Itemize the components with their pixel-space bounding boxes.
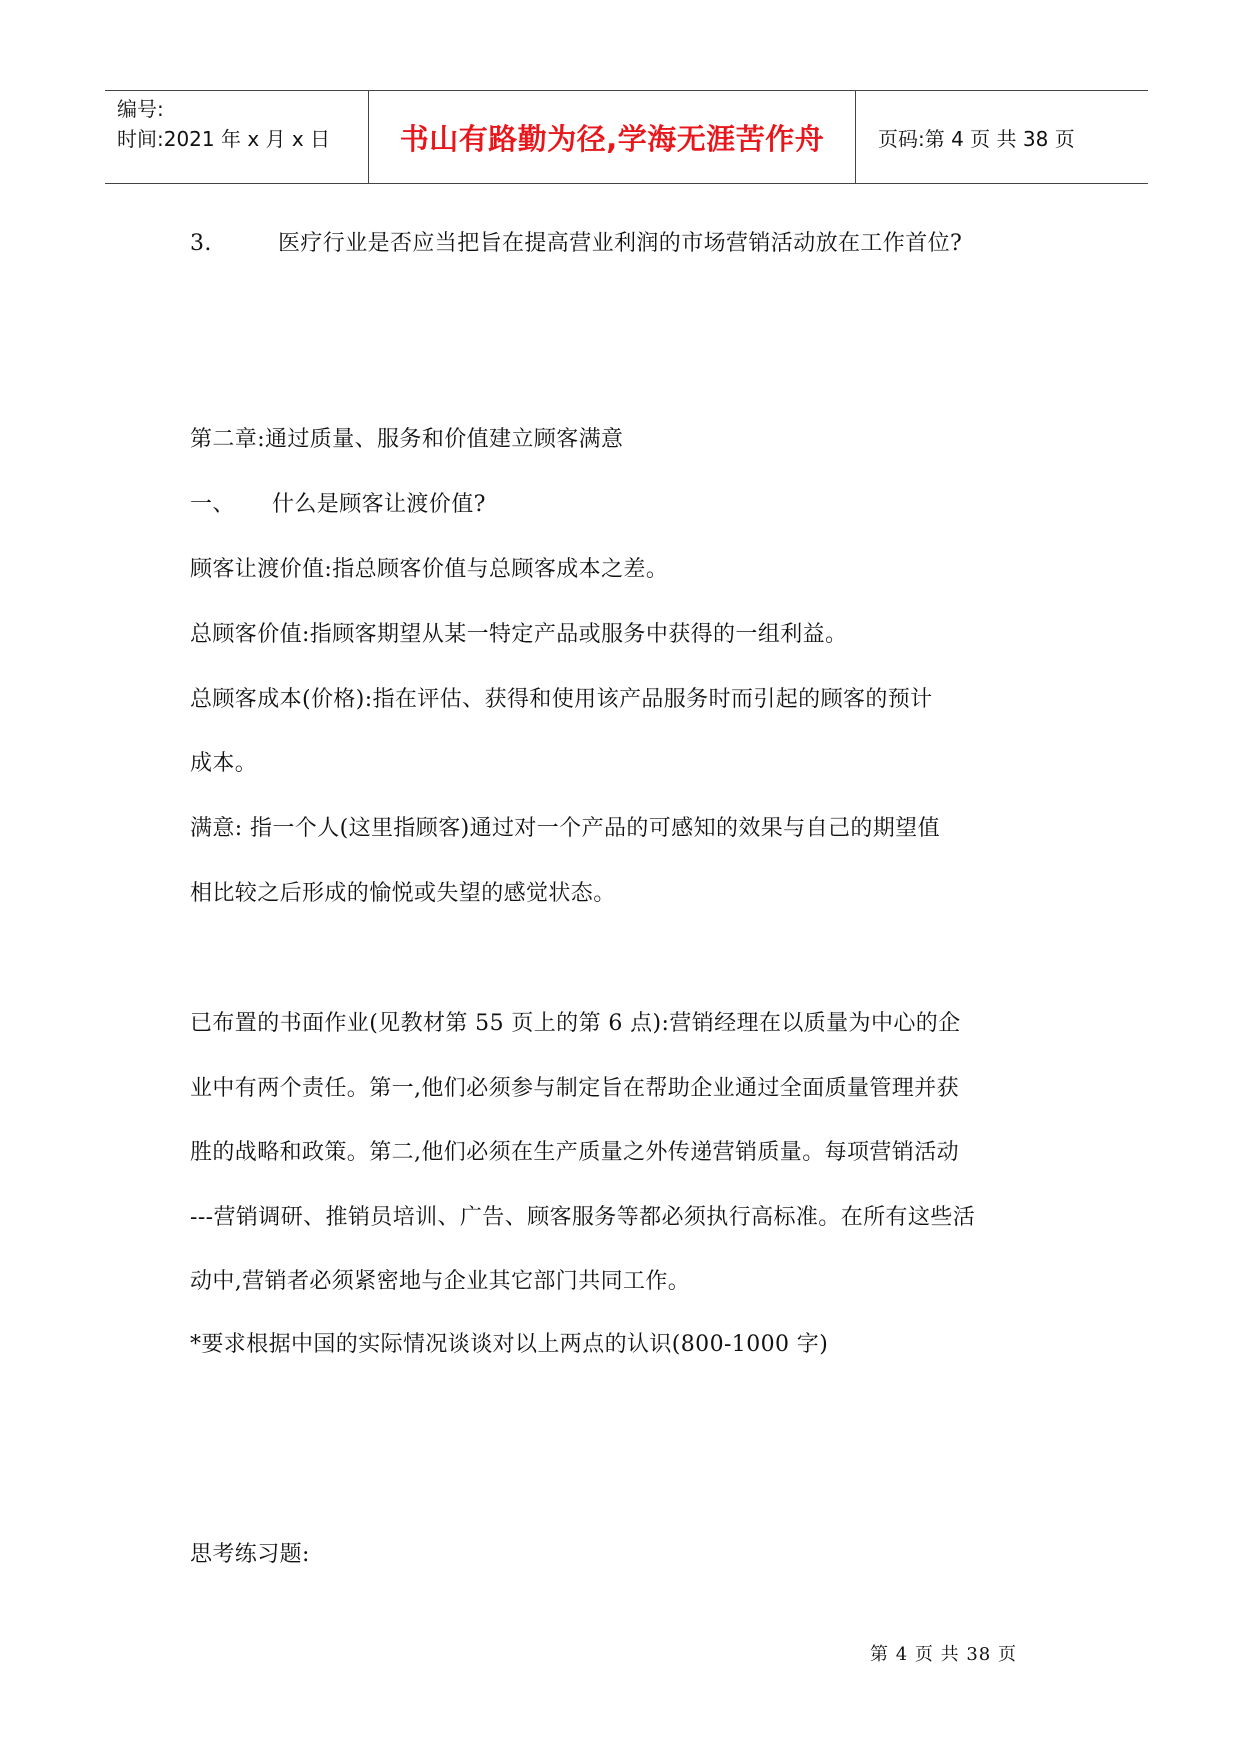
- definition-paragraph-continued: 相比较之后形成的愉悦或失望的感觉状态。: [190, 881, 616, 906]
- homework-paragraph-line: 动中,营销者必须紧密地与企业其它部门共同工作。: [190, 1269, 691, 1294]
- definition-paragraph: 满意: 指一个人(这里指顾客)通过对一个产品的可感知的效果与自己的期望值: [190, 816, 940, 841]
- header-motto-cell: [369, 91, 856, 183]
- homework-paragraph-line: 业中有两个责任。第一,他们必须参与制定旨在帮助企业通过全面质量管理并获: [190, 1076, 959, 1101]
- section-number: 一、: [190, 492, 235, 517]
- header-page-cell: [856, 91, 1148, 183]
- definition-paragraph: 总顾客价值:指顾客期望从某一特定产品或服务中获得的一组利益。: [190, 622, 848, 647]
- definition-paragraph: 总顾客成本(价格):指在评估、获得和使用该产品服务时而引起的顾客的预计: [190, 687, 933, 712]
- document-time-label: 时间:2021 年 x 月 x 日: [117, 127, 331, 151]
- header-meta-cell: [105, 91, 369, 183]
- chapter-title: 第二章:通过质量、服务和价值建立顾客满意: [190, 427, 624, 452]
- page-footer: 第 4 页 共 38 页: [870, 1644, 1017, 1665]
- question-3: [190, 229, 962, 259]
- homework-paragraph-line: 胜的战略和政策。第二,他们必须在生产质量之外传递营销质量。每项营销活动: [190, 1140, 959, 1165]
- homework-paragraph-line: ---营销调研、推销员培训、广告、顾客服务等都必须执行高标准。在所有这些活: [190, 1205, 976, 1230]
- definition-paragraph: 顾客让渡价值:指总顾客价值与总顾客成本之差。: [190, 557, 669, 582]
- homework-paragraph-line: 已布置的书面作业(见教材第 55 页上的第 6 点):营销经理在以质量为中心的企: [190, 1011, 961, 1036]
- document-number-label: 编号:: [117, 97, 164, 121]
- definition-paragraph-continued: 成本。: [190, 751, 258, 776]
- question-number: 3.: [190, 231, 212, 256]
- section-heading-text: 什么是顾客让渡价值?: [272, 492, 486, 517]
- header-page-number: 页码:第 4 页 共 38 页: [878, 126, 1075, 151]
- header-motto: 书山有路勤为径,学海无涯苦作舟: [399, 121, 825, 156]
- exercise-title: 思考练习题:: [190, 1542, 310, 1567]
- homework-requirement: *要求根据中国的实际情况谈谈对以上两点的认识(800-1000 字): [190, 1332, 829, 1357]
- page-header: [105, 90, 1148, 184]
- question-text: 医疗行业是否应当把旨在提高营业利润的市场营销活动放在工作首位?: [278, 231, 963, 256]
- section-heading: [190, 490, 486, 520]
